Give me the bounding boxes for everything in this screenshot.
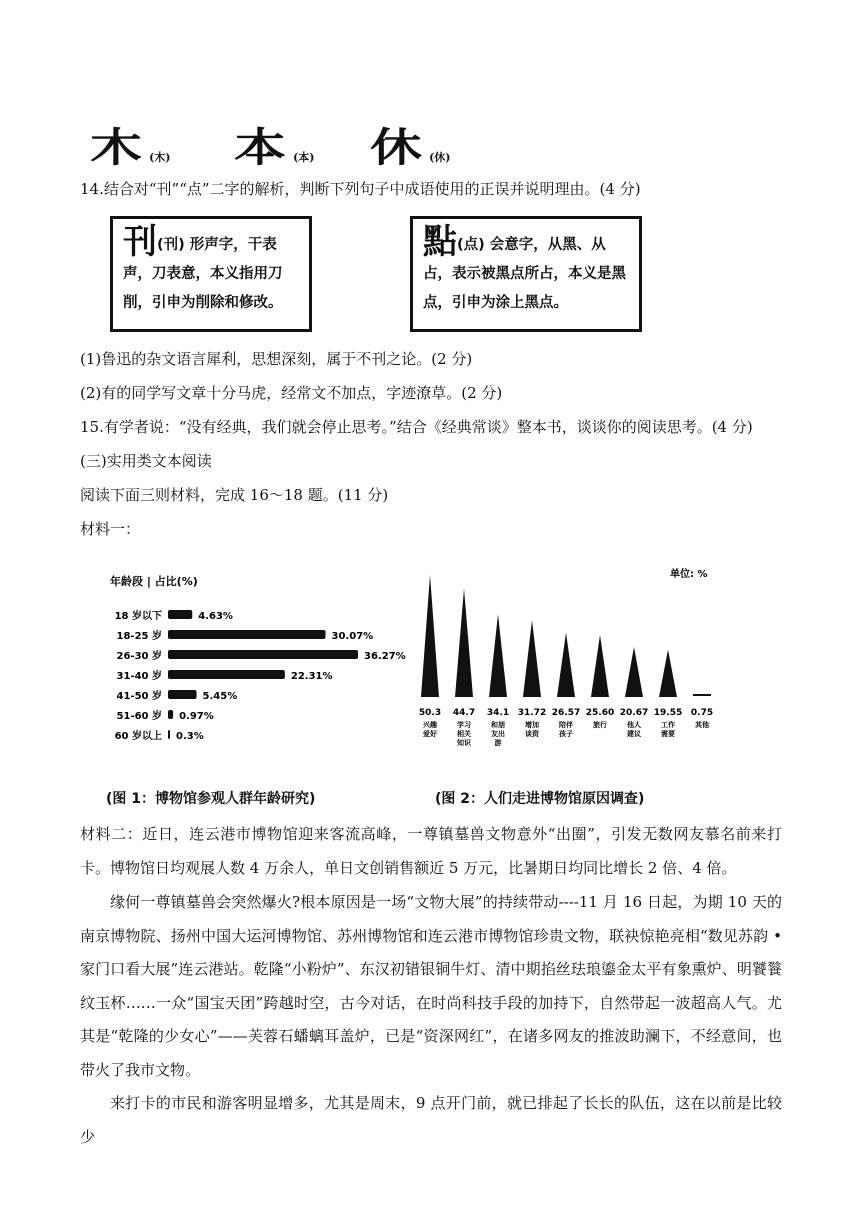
chart2-bar — [523, 620, 541, 697]
chart2-category-label: 旅行 — [593, 721, 607, 729]
glyph-xiu-label: (休) — [429, 151, 451, 164]
chart1-category-label: 31-40 岁 — [116, 671, 162, 682]
reading-instruction: 阅读下面三则材料，完成 16～18 题。(11 分) — [80, 486, 389, 504]
chart2-value-label: 20.67 — [619, 708, 649, 718]
explain-dian-text: (点) 会意字，从黑、从占，表示被黑点所占，本义是黑点，引申为涂上黑点。 — [423, 237, 626, 311]
question-14: 14.结合对“刊”“点”二字的解析，判断下列句子中成语使用的正误并说明理由。(4 分) — [80, 180, 641, 198]
chart1-value-label: 30.07% — [331, 631, 374, 642]
chart2-value-label: 0.75 — [690, 708, 714, 718]
chart1-value-label: 0.97% — [179, 711, 214, 722]
material-2-paragraph-1: 材料二：近日，连云港市博物馆迎来客流高峰，一尊镇墓兽文物意外“出圈”，引发无数网友慕名前来打卡。博物馆日均观展人数 4 万余人，单日文创销售额近 5 万元，比暑期日均同比增长 2 倍、4 倍。 — [80, 825, 782, 877]
chart2-value-label: 50.3 — [418, 708, 442, 718]
chart2-category-label: 其他 — [695, 721, 709, 729]
explain-box-dian — [410, 216, 642, 332]
chart1-category-label: 51-60 岁 — [116, 711, 162, 722]
chart1-value-label: 0.3% — [176, 731, 204, 742]
glyph-xiu: 休 (休) — [370, 124, 451, 171]
chart2-bar — [659, 650, 677, 697]
chart1-bar — [168, 690, 197, 699]
chart1-value-label: 5.45% — [202, 691, 238, 702]
chart1-bar — [168, 630, 326, 639]
question-15: 15.有学者说：“没有经典，我们就会停止思考。”结合《经典常谈》整本书，谈谈你的阅读思考。(4 分) — [80, 418, 753, 436]
chart2-bar — [625, 647, 643, 697]
chart2-value-label: 25.60 — [585, 708, 615, 718]
chart2-value-label: 34.1 — [486, 708, 510, 718]
chart1-category-label: 41-50 岁 — [116, 691, 162, 702]
explain-box-kan — [110, 216, 312, 332]
chart2-value-label: 26.57 — [551, 708, 581, 718]
question-14-1: (1)鲁迅的杂文语言犀利，思想深刻，属于不刊之论。(2 分) — [80, 350, 473, 368]
chart2-value-label: 19.55 — [653, 708, 683, 718]
chart1-value-label: 36.27% — [364, 651, 406, 662]
chart1-header: 年龄段 | 占比(%) — [110, 575, 198, 588]
section-heading: (三)实用类文本阅读 — [80, 452, 212, 470]
chart1-category-label: 26-30 岁 — [116, 651, 162, 662]
question-14-2: (2)有的同学写文章十分马虎，经常文不加点，字迹潦草。(2 分) — [80, 384, 503, 402]
material-2-paragraph-3: 来打卡的市民和游客明显增多，尤其是周末，9 点开门前，就已排起了长长的队伍，这在以前是比较少 — [80, 1094, 782, 1146]
chart2-bar — [591, 635, 609, 697]
chart1-bar — [168, 670, 285, 679]
glyph-ben-label: (本) — [293, 151, 315, 164]
chart2-category-label: 陪伴孩子 — [559, 721, 573, 738]
explain-kan-text: (刊) 形声字，干表声，刀表意，本义指用刀削，引申为削除和修改。 — [123, 237, 283, 311]
seal-kan: 刊 — [123, 222, 157, 262]
glyph-mu-label: (木) — [149, 151, 171, 164]
chart1-value-label: 22.31% — [290, 671, 333, 682]
chart2-category-label: 增加谈资 — [525, 721, 539, 738]
chart2-bar — [557, 633, 575, 697]
chart2-category-label: 和朋友出游 — [491, 721, 505, 747]
age-bar-chart — [80, 565, 410, 765]
reason-triangle-chart — [408, 565, 728, 765]
chart1-bar — [168, 710, 173, 719]
chart2-value-label: 44.7 — [452, 708, 476, 718]
chart2-bar — [421, 575, 439, 697]
glyph-ben: 本 (本) — [234, 124, 315, 171]
chart2-category-label: 兴趣爱好 — [423, 721, 437, 738]
seal-dian: 點 — [423, 222, 457, 262]
material-1-label: 材料一： — [80, 520, 141, 538]
glyph-mu: 木 (木) — [90, 124, 171, 171]
chart2-bar — [489, 614, 507, 697]
chart2-category-label: 他人建议 — [627, 721, 641, 738]
chart1-bar — [168, 730, 170, 739]
chart1-category-label: 18 岁以下 — [114, 611, 162, 622]
chart2-category-label: 工作需要 — [661, 721, 675, 738]
chart1-category-label: 60 岁以上 — [114, 731, 162, 742]
material-2-paragraph-2: 缘何一尊镇墓兽会突然爆火?根本原因是一场“文物大展”的持续带动----11 月 16 日起，为期 10 天的南京博物院、扬州中国大运河博物馆、苏州博物馆和连云港市博物馆珍贵文物，联袂惊艳亮相“数见苏韵 •家门口看大展”连云港站。乾隆“小粉炉”、东汉初错银铜牛灯、清中期掐丝珐琅鎏金太平有象熏炉、明饕餮纹玉杯……一众“国宝天团”跨越时空，古今对话，在时尚科技手段的加持下，自然带起一波超高人气。尤其是“乾隆的少女心”——芙蓉石蟠螭耳盖炉，已是“资深网红”，在诸多网友的推波助澜下，不经意间，也带火了我市文物。 — [80, 893, 782, 1079]
chart2-category-label: 学习相关知识 — [457, 721, 471, 747]
chart1-value-label: 4.63% — [198, 611, 233, 622]
figure-1-caption: (图 1：博物馆参观人群年龄研究) — [106, 791, 316, 807]
figure-2-caption: (图 2：人们走进博物馆原因调查) — [435, 791, 645, 807]
chart1-category-label: 18-25 岁 — [116, 631, 162, 642]
chart1-bar — [168, 610, 192, 619]
chart1-bar — [168, 650, 358, 659]
chart2-unit: 单位: % — [670, 569, 708, 580]
chart2-value-label: 31.72 — [517, 708, 547, 718]
chart2-bar — [455, 589, 473, 697]
